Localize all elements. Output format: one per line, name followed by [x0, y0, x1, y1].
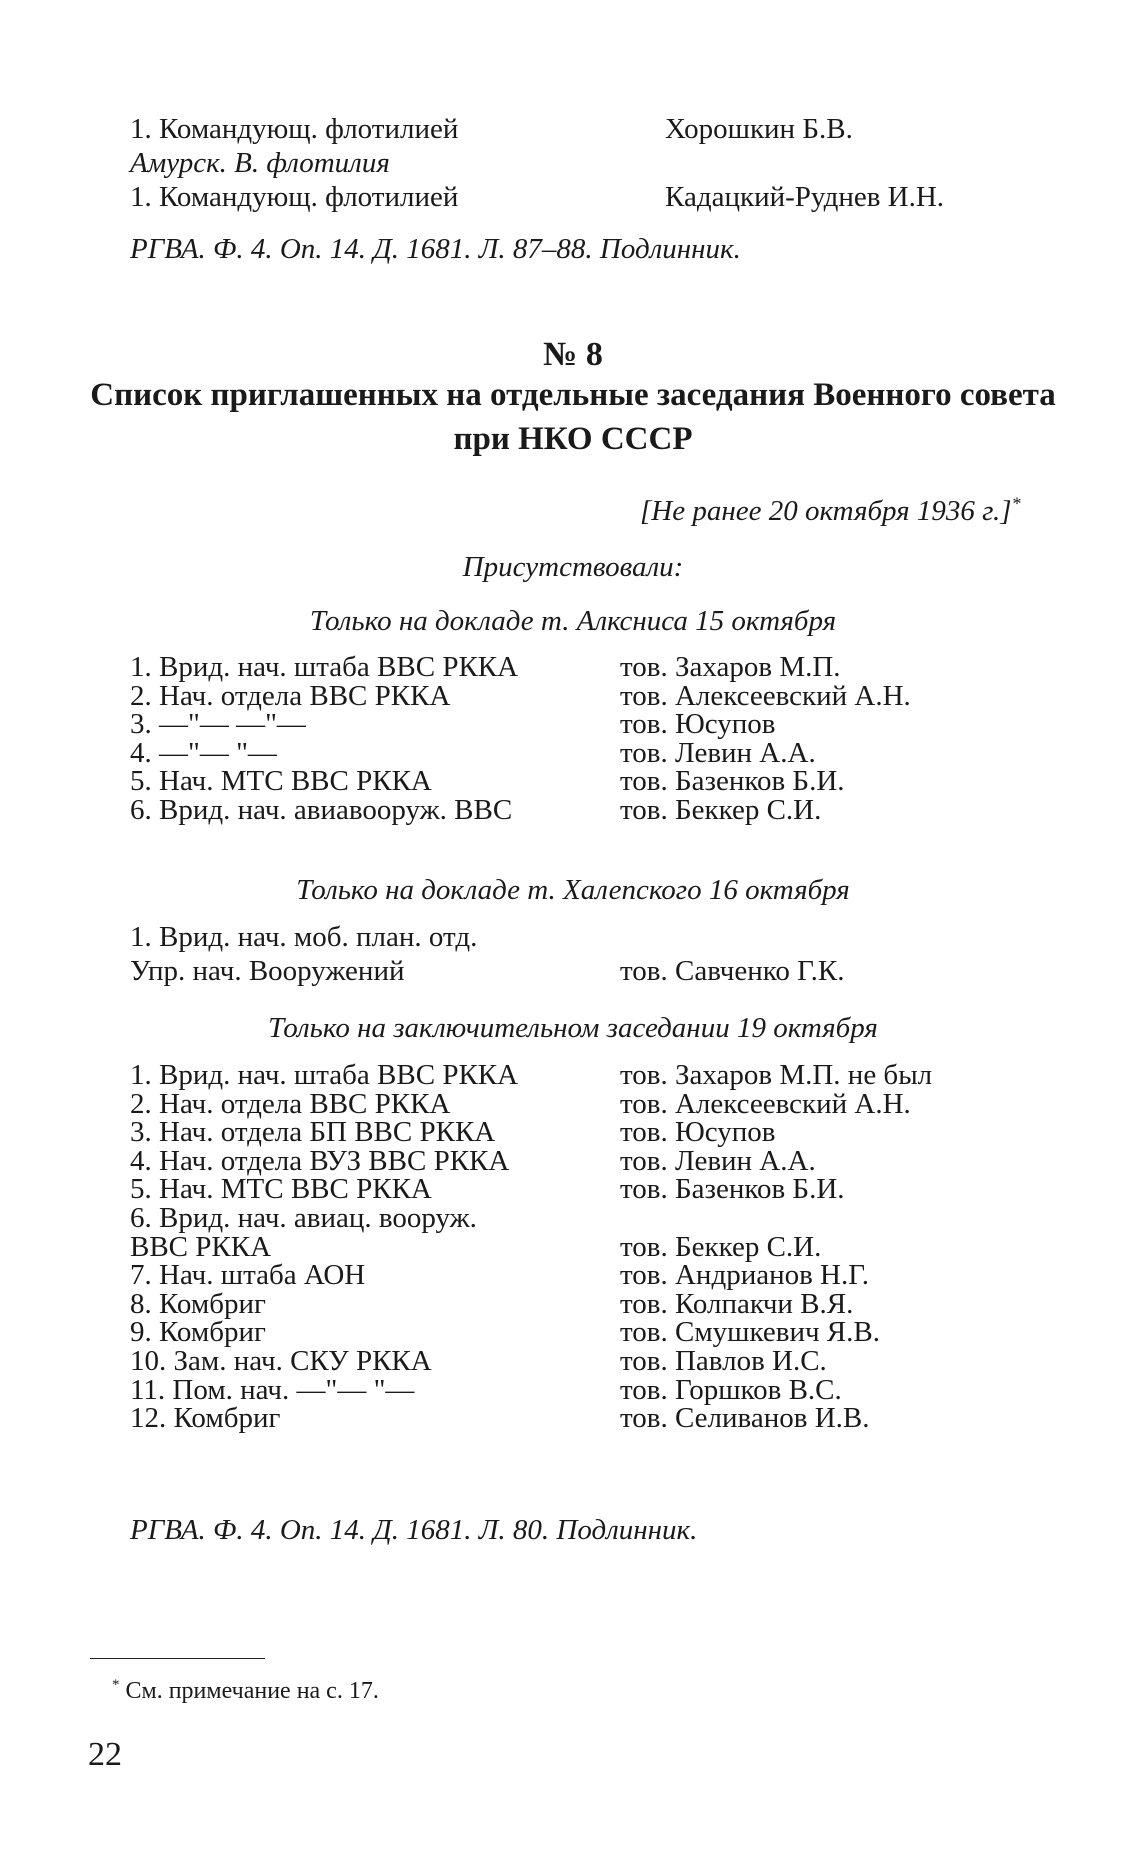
footnote-text: См. примечание на с. 17.	[125, 1678, 379, 1704]
document-date-text: [Не ранее 20 октября 1936 г.]	[640, 495, 1012, 527]
document-title	[0, 373, 1146, 461]
section-1-row-person: тов. Левин А.А.	[620, 736, 816, 769]
section-1-row-person: тов. Алексеевский А.Н.	[620, 679, 911, 712]
section-1-row-position: 4. —"— "—	[130, 736, 277, 769]
section-2-row	[0, 954, 1146, 988]
footnote	[112, 1677, 379, 1705]
section-1-row-person: тов. Беккер С.И.	[620, 794, 822, 826]
top-row-1-name: Хорошкин Б.В.	[665, 113, 853, 145]
top-source-note: РГВА. Ф. 4. Оп. 14. Д. 1681. Л. 87–88. Подлинник.	[130, 233, 741, 265]
section-2-row-person: тов. Савченко Г.К.	[620, 955, 845, 987]
section-3-row-position: 2. Нач. отдела ВВС РККА	[130, 1087, 451, 1120]
section-3-row	[0, 1401, 1146, 1435]
section-1-row-position: 3. —"— —"—	[130, 708, 306, 741]
top-row-3-name: Кадацкий-Руднев И.Н.	[665, 181, 945, 213]
section-1-row-position: 6. Врид. нач. авиавооруж. ВВС	[130, 794, 513, 826]
document-date	[640, 494, 1021, 528]
top-row-3-position: 1. Командующ. флотилией	[130, 181, 459, 213]
footnote-reference: *	[1011, 493, 1021, 514]
section-2-row	[0, 920, 1146, 954]
section-3-row-person: тов. Левин А.А.	[620, 1144, 816, 1177]
section-3-row-person: тов. Андрианов Н.Г.	[620, 1259, 869, 1292]
section-2-row-position: Упр. нач. Вооружений	[130, 955, 405, 987]
section-1-row-person: тов. Захаров М.П.	[620, 651, 841, 683]
section-3-row-person: тов. Колпакчи В.Я.	[620, 1287, 854, 1320]
footnote-divider	[90, 1658, 265, 1659]
section-3-row-position: 11. Пом. нач. —"— "—	[130, 1373, 415, 1406]
present-label: Присутствовали:	[462, 551, 684, 583]
section-1-row-position: 2. Нач. отдела ВВС РККА	[130, 679, 451, 712]
section-3-row-position: 7. Нач. штаба АОН	[130, 1259, 366, 1292]
section-2-heading: Только на докладе т. Халепского 16 октября	[296, 874, 850, 906]
section-3-row-position: 6. Врид. нач. авиац. вооруж.	[130, 1202, 477, 1234]
document-number: № 8	[543, 336, 603, 373]
section-1-row-position: 1. Врид. нач. штаба ВВС РККА	[130, 651, 519, 683]
document-title-line-1: Список приглашенных на отдельные заседания Военного совета	[90, 377, 1056, 413]
footnote-mark: *	[112, 1677, 120, 1693]
section-3-row-person: тов. Павлов И.С.	[620, 1345, 827, 1377]
document-title-line-2: при НКО СССР	[453, 421, 693, 457]
section-3-row-person: тов. Смушкевич Я.В.	[620, 1316, 880, 1349]
section-3-row-person: тов. Горшков В.С.	[620, 1373, 842, 1406]
section-3-row-person: тов. Беккер С.И.	[620, 1230, 822, 1263]
top-row-2	[0, 146, 1146, 180]
section-3-row-position: 9. Комбриг	[130, 1316, 266, 1349]
section-3-row-position: 3. Нач. отдела БП ВВС РККА	[130, 1116, 496, 1149]
section-3-row-position: 12. Комбриг	[130, 1402, 281, 1435]
top-row-3	[0, 180, 1146, 214]
section-1-row	[0, 793, 1146, 827]
top-row-2-section: Амурск. В. флотилия	[130, 147, 390, 179]
section-3-row-person: тов. Базенков Б.И.	[620, 1173, 845, 1206]
section-3-row-position: 4. Нач. отдела ВУЗ ВВС РККА	[130, 1144, 510, 1177]
section-3-row-person: тов. Юсупов	[620, 1116, 776, 1149]
top-row-1-position: 1. Командующ. флотилией	[130, 113, 459, 145]
section-3-row-position: 1. Врид. нач. штаба ВВС РККА	[130, 1059, 519, 1091]
section-3-row-position: 10. Зам. нач. СКУ РККА	[130, 1345, 432, 1377]
page-number: 22	[88, 1736, 122, 1773]
section-3-row-person: тов. Селиванов И.В.	[620, 1402, 870, 1435]
section-3-source-note: РГВА. Ф. 4. Оп. 14. Д. 1681. Л. 80. Подлинник.	[130, 1514, 698, 1546]
section-1-row-person: тов. Базенков Б.И.	[620, 765, 845, 798]
section-1-row-position: 5. Нач. МТС ВВС РККА	[130, 765, 432, 798]
section-3-row-person: тов. Алексеевский А.Н.	[620, 1087, 911, 1120]
section-3-row-position: 8. Комбриг	[130, 1287, 266, 1320]
section-1-heading: Только на докладе т. Алксниса 15 октября	[309, 605, 837, 637]
top-row-1	[0, 112, 1146, 146]
section-1-row-person: тов. Юсупов	[620, 708, 776, 741]
section-3-heading: Только на заключительном заседании 19 октября	[268, 1012, 878, 1044]
section-3-row-position: 5. Нач. МТС ВВС РККА	[130, 1173, 432, 1206]
section-3-row-person: тов. Захаров М.П. не был	[620, 1059, 933, 1091]
section-2-row-position: 1. Врид. нач. моб. план. отд.	[130, 921, 478, 953]
section-3-row-position: ВВС РККА	[130, 1230, 272, 1263]
